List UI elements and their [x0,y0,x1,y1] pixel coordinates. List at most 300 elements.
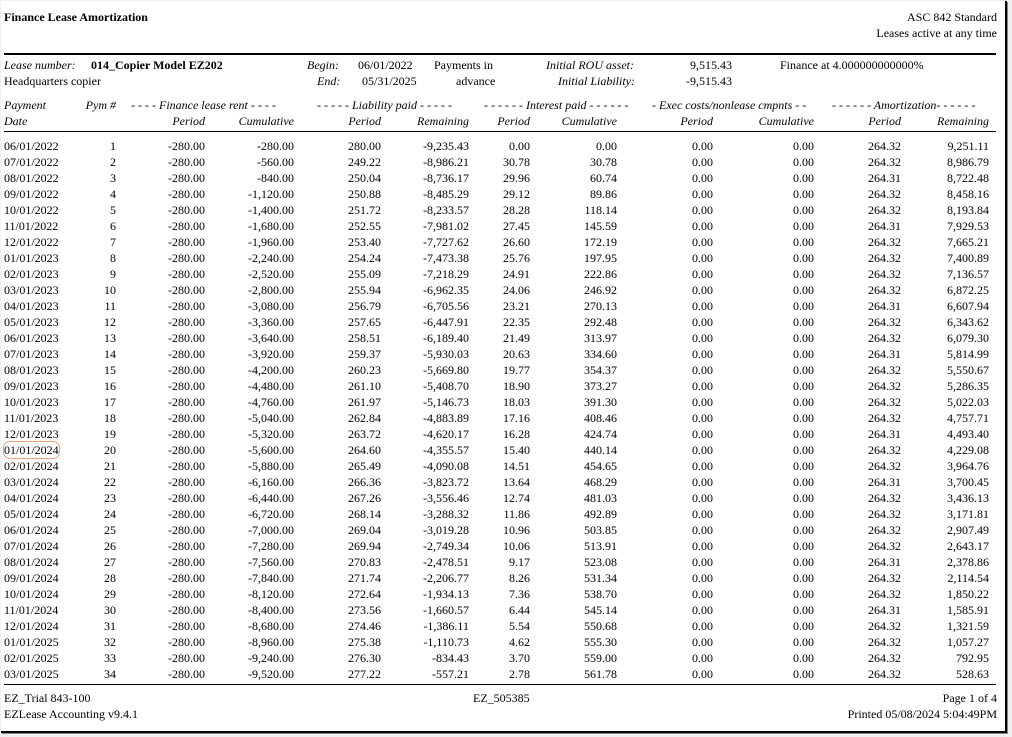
cell-exec-cumulative: 0.00 [793,523,814,537]
cell-rent-cumulative: -3,080.00 [248,299,294,313]
cell-pym-number: 12 [104,315,116,329]
cell-rent-cumulative: -8,960.00 [248,635,294,649]
cell-exec-period: 0.00 [692,667,713,681]
cell-liability-period: 269.04 [348,523,381,537]
cell-liability-period: 266.36 [348,475,381,489]
cell-liability-period: 253.40 [348,235,381,249]
cell-amort-remaining: 5,022.03 [947,395,989,409]
cell-exec-period: 0.00 [692,491,713,505]
cell-amort-period: 264.31 [868,427,901,441]
cell-pym-number: 7 [110,235,116,249]
cell-rent-period: -280.00 [168,651,205,665]
cell-liability-remaining: -6,962.35 [423,283,469,297]
cell-interest-period: 16.28 [503,427,530,441]
cell-amort-remaining: 2,643.17 [947,539,989,553]
cell-rent-period: -280.00 [168,347,205,361]
cell-liability-period: 275.38 [348,635,381,649]
cell-liability-remaining: -7,473.38 [423,251,469,265]
cell-amort-remaining: 5,814.99 [947,347,989,361]
cell-rent-cumulative: -5,040.00 [248,411,294,425]
cell-exec-period: 0.00 [692,443,713,457]
cell-liability-period: 276.30 [348,651,381,665]
cell-payment-date: 07/01/2023 [4,347,59,361]
cell-rent-cumulative: -1,120.00 [248,187,294,201]
cell-amort-remaining: 1,585.91 [947,603,989,617]
cell-exec-period: 0.00 [692,267,713,281]
cell-interest-period: 22.35 [503,315,530,329]
cell-amort-remaining: 2,907.49 [947,523,989,537]
cell-rent-period: -280.00 [168,667,205,681]
cell-rent-period: -280.00 [168,539,205,553]
cell-liability-period: 268.14 [348,507,381,521]
cell-amort-period: 264.32 [868,267,901,281]
table-row [1,650,1005,666]
report-standard: ASC 842 Standard [907,10,997,24]
cell-rent-period: -280.00 [168,635,205,649]
cell-interest-cumulative: 145.59 [584,219,617,233]
cell-rent-cumulative: -7,840.00 [248,571,294,585]
cell-interest-period: 18.03 [503,395,530,409]
cell-amort-period: 264.31 [868,299,901,313]
cell-rent-period: -280.00 [168,267,205,281]
cell-amort-remaining: 8,193.84 [947,203,989,217]
cell-interest-period: 20.63 [503,347,530,361]
cell-amort-remaining: 8,722.48 [947,171,989,185]
cell-liability-period: 257.65 [348,315,381,329]
cell-amort-remaining: 792.95 [956,651,989,665]
table-row [1,442,1005,458]
cell-payment-date: 03/01/2024 [4,475,59,489]
cell-rent-period: -280.00 [168,139,205,153]
table-row [1,506,1005,522]
cell-pym-number: 3 [110,171,116,185]
cell-pym-number: 6 [110,219,116,233]
cell-liability-period: 255.09 [348,267,381,281]
cell-liability-remaining: -8,233.57 [423,203,469,217]
cell-rent-period: -280.00 [168,283,205,297]
cell-liability-remaining: -1,386.11 [423,619,469,633]
cell-amort-period: 264.32 [868,395,901,409]
cell-interest-period: 23.21 [503,299,530,313]
cell-interest-period: 8.26 [509,571,530,585]
cell-amort-period: 264.32 [868,283,901,297]
cell-amort-period: 264.32 [868,619,901,633]
cell-interest-period: 26.60 [503,235,530,249]
col-exec-cumulative: Cumulative [758,114,814,128]
cell-interest-cumulative: 391.30 [584,395,617,409]
cell-interest-cumulative: 481.03 [584,491,617,505]
cell-rent-cumulative: -1,400.00 [248,203,294,217]
cell-rent-period: -280.00 [168,171,205,185]
cell-rent-period: -280.00 [168,155,205,169]
cell-amort-period: 264.32 [868,635,901,649]
cell-exec-cumulative: 0.00 [793,267,814,281]
table-row [1,170,1005,186]
cell-amort-remaining: 3,700.45 [947,475,989,489]
cell-pym-number: 16 [104,379,116,393]
cell-liability-period: 280.00 [348,139,381,153]
cell-liability-remaining: -1,660.57 [423,603,469,617]
cell-interest-period: 15.40 [503,443,530,457]
cell-rent-period: -280.00 [168,299,205,313]
col-group-exec: - Exec costs/nonlease cmpnts - - [652,98,807,112]
cell-interest-cumulative: 118.14 [584,203,617,217]
cell-interest-cumulative: 550.68 [584,619,617,633]
cell-exec-period: 0.00 [692,395,713,409]
cell-exec-cumulative: 0.00 [793,571,814,585]
cell-amort-remaining: 7,400.89 [947,251,989,265]
cell-interest-cumulative: 30.78 [590,155,617,169]
cell-exec-cumulative: 0.00 [793,619,814,633]
cell-interest-cumulative: 222.86 [584,267,617,281]
cell-liability-period: 277.22 [348,667,381,681]
col-amort-remaining: Remaining [937,114,989,128]
cell-interest-cumulative: 468.29 [584,475,617,489]
cell-amort-period: 264.32 [868,251,901,265]
cell-rent-cumulative: -1,960.00 [248,235,294,249]
cell-amort-remaining: 8,458.16 [947,187,989,201]
cell-rent-cumulative: -5,600.00 [248,443,294,457]
cell-exec-cumulative: 0.00 [793,459,814,473]
cell-pym-number: 25 [104,523,116,537]
cell-rent-cumulative: -8,120.00 [248,587,294,601]
cell-liability-period: 270.83 [348,555,381,569]
cell-interest-period: 10.96 [503,523,530,537]
cell-exec-period: 0.00 [692,283,713,297]
cell-liability-period: 250.88 [348,187,381,201]
cell-exec-period: 0.00 [692,571,713,585]
cell-amort-remaining: 7,136.57 [947,267,989,281]
table-row [1,346,1005,362]
cell-interest-cumulative: 89.86 [590,187,617,201]
cell-interest-cumulative: 492.89 [584,507,617,521]
cell-rent-period: -280.00 [168,203,205,217]
col-rent-period: Period [172,114,205,128]
cell-interest-period: 2.78 [509,667,530,681]
cell-liability-remaining: -7,981.02 [423,219,469,233]
end-label: End: [317,74,341,88]
cell-liability-period: 261.10 [348,379,381,393]
cell-exec-cumulative: 0.00 [793,603,814,617]
cell-amort-period: 264.32 [868,379,901,393]
cell-rent-cumulative: -9,240.00 [248,651,294,665]
cell-rent-period: -280.00 [168,315,205,329]
cell-pym-number: 13 [104,331,116,345]
table-row [1,538,1005,554]
cell-payment-date: 06/01/2022 [4,139,59,153]
cell-payment-date: 02/01/2023 [4,267,59,281]
cell-exec-period: 0.00 [692,347,713,361]
cell-amort-remaining: 4,493.40 [947,427,989,441]
cell-amort-remaining: 1,321.59 [947,619,989,633]
table-row [1,250,1005,266]
cell-interest-period: 3.70 [509,651,530,665]
cell-rent-cumulative: -3,360.00 [248,315,294,329]
cell-exec-cumulative: 0.00 [793,299,814,313]
begin-value: 06/01/2022 [358,58,413,72]
cell-amort-period: 264.32 [868,667,901,681]
cell-pym-number: 19 [104,427,116,441]
table-row [1,394,1005,410]
table-row [1,586,1005,602]
cell-payment-date: 11/01/2024 [4,603,59,617]
cell-interest-period: 29.96 [503,171,530,185]
cell-amort-remaining: 7,665.21 [947,235,989,249]
cell-liability-remaining: -3,556.46 [423,491,469,505]
cell-liability-remaining: -6,447.91 [423,315,469,329]
col-group-liability: - - - - - Liability paid - - - - - [317,98,452,112]
cell-amort-period: 264.32 [868,459,901,473]
table-row [1,490,1005,506]
cell-rent-period: -280.00 [168,427,205,441]
cell-payment-date: 07/01/2024 [4,539,59,553]
cell-amort-period: 264.32 [868,331,901,345]
cell-interest-period: 0.00 [509,139,530,153]
cell-interest-cumulative: 513.91 [584,539,617,553]
table-row [1,218,1005,234]
cell-rent-cumulative: -6,440.00 [248,491,294,505]
cell-liability-remaining: -4,090.08 [423,459,469,473]
cell-interest-cumulative: 292.48 [584,315,617,329]
cell-amort-period: 264.31 [868,219,901,233]
cell-liability-remaining: -1,934.13 [423,587,469,601]
cell-rent-cumulative: -5,880.00 [248,459,294,473]
cell-interest-period: 11.86 [503,507,530,521]
cell-liability-period: 252.55 [348,219,381,233]
cell-liability-remaining: -4,355.57 [423,443,469,457]
cell-interest-period: 9.17 [509,555,530,569]
cell-exec-period: 0.00 [692,379,713,393]
cell-exec-cumulative: 0.00 [793,491,814,505]
cell-payment-date: 05/01/2024 [4,507,59,521]
cell-liability-remaining: -8,485.29 [423,187,469,201]
cell-amort-period: 264.31 [868,475,901,489]
cell-rent-cumulative: -2,800.00 [248,283,294,297]
table-row [1,154,1005,170]
cell-liability-remaining: -3,823.72 [423,475,469,489]
cell-pym-number: 15 [104,363,116,377]
cell-interest-period: 24.91 [503,267,530,281]
cell-exec-period: 0.00 [692,299,713,313]
cell-amort-period: 264.32 [868,571,901,585]
cell-payment-date: 10/01/2022 [4,203,59,217]
cell-interest-period: 17.16 [503,411,530,425]
cell-liability-remaining: -4,883.89 [423,411,469,425]
cell-interest-period: 19.77 [503,363,530,377]
cell-amort-period: 264.31 [868,171,901,185]
cell-interest-period: 6.44 [509,603,530,617]
col-interest-cumulative: Cumulative [561,114,617,128]
cell-amort-period: 264.31 [868,555,901,569]
cell-interest-period: 25.76 [503,251,530,265]
table-row [1,282,1005,298]
table-row [1,570,1005,586]
payments-value: advance [456,74,496,88]
table-row [1,426,1005,442]
end-value: 05/31/2025 [362,74,417,88]
cell-exec-period: 0.00 [692,507,713,521]
cell-liability-period: 255.94 [348,283,381,297]
cell-payment-date: 11/01/2022 [4,219,59,233]
rou-label: Initial ROU asset: [546,58,634,72]
col-pym: Pym # [85,98,116,112]
cell-amort-remaining: 6,079.30 [947,331,989,345]
cell-amort-period: 264.32 [868,507,901,521]
cell-pym-number: 17 [104,395,116,409]
cell-interest-period: 10.06 [503,539,530,553]
cell-interest-cumulative: 555.30 [584,635,617,649]
col-interest-period: Period [497,114,530,128]
cell-payment-date: 04/01/2023 [4,299,59,313]
cell-pym-number: 20 [104,443,116,457]
begin-label: Begin: [307,58,339,72]
cell-exec-cumulative: 0.00 [793,651,814,665]
cell-rent-cumulative: -8,400.00 [248,603,294,617]
cell-rent-cumulative: -840.00 [257,171,294,185]
table-row [1,330,1005,346]
cell-liability-remaining: -2,478.51 [423,555,469,569]
cell-interest-period: 4.62 [509,635,530,649]
report-scope: Leases active at any time [876,26,997,40]
cell-interest-cumulative: 454.65 [584,459,617,473]
cell-liability-remaining: -5,930.03 [423,347,469,361]
cell-interest-period: 13.64 [503,475,530,489]
cell-pym-number: 14 [104,347,116,361]
cell-rent-period: -280.00 [168,571,205,585]
cell-payment-date: 08/01/2022 [4,171,59,185]
cell-payment-date: 01/01/2025 [4,635,59,649]
cell-liability-remaining: -5,669.80 [423,363,469,377]
col-group-rent: - - - - Finance lease rent - - - - [131,98,276,112]
cell-rent-period: -280.00 [168,587,205,601]
cell-amort-period: 264.32 [868,539,901,553]
cell-rent-period: -280.00 [168,475,205,489]
cell-amort-period: 264.32 [868,651,901,665]
table-row [1,186,1005,202]
cell-amort-remaining: 5,550.67 [947,363,989,377]
cell-exec-period: 0.00 [692,603,713,617]
cell-amort-remaining: 5,286.35 [947,379,989,393]
cell-payment-date: 12/01/2023 [4,427,59,441]
cell-amort-remaining: 9,251.11 [947,139,989,153]
cell-interest-cumulative: 538.70 [584,587,617,601]
report-page [1,1,1007,733]
col-date: Date [4,114,28,128]
cell-exec-period: 0.00 [692,155,713,169]
cell-liability-period: 262.84 [348,411,381,425]
cell-pym-number: 31 [104,619,116,633]
cell-exec-cumulative: 0.00 [793,379,814,393]
cell-exec-period: 0.00 [692,235,713,249]
cell-exec-period: 0.00 [692,251,713,265]
cell-payment-date: 06/01/2023 [4,331,59,345]
cell-rent-cumulative: -9,520.00 [248,667,294,681]
cell-pym-number: 18 [104,411,116,425]
cell-exec-period: 0.00 [692,427,713,441]
cell-exec-period: 0.00 [692,651,713,665]
cell-payment-date: 09/01/2023 [4,379,59,393]
cell-exec-period: 0.00 [692,539,713,553]
cell-exec-period: 0.00 [692,315,713,329]
cell-amort-remaining: 528.63 [956,667,989,681]
col-rent-cumulative: Cumulative [238,114,294,128]
cell-liability-remaining: -6,189.40 [423,331,469,345]
cell-exec-cumulative: 0.00 [793,555,814,569]
cell-interest-period: 28.28 [503,203,530,217]
cell-interest-cumulative: 60.74 [590,171,617,185]
cell-amort-remaining: 1,850.22 [947,587,989,601]
cell-liability-remaining: -7,218.29 [423,267,469,281]
liability-label: Initial Liability: [558,74,635,88]
cell-liability-period: 271.74 [348,571,381,585]
header-rule [4,53,996,55]
cell-interest-cumulative: 373.27 [584,379,617,393]
cell-liability-period: 273.56 [348,603,381,617]
cell-interest-cumulative: 408.46 [584,411,617,425]
cell-liability-period: 259.37 [348,347,381,361]
table-row [1,234,1005,250]
cell-rent-period: -280.00 [168,523,205,537]
cell-liability-period: 254.24 [348,251,381,265]
table-row [1,666,1005,682]
cell-interest-period: 7.36 [509,587,530,601]
cell-exec-cumulative: 0.00 [793,171,814,185]
cell-interest-period: 29.12 [503,187,530,201]
table-row [1,554,1005,570]
report-title: Finance Lease Amortization [4,10,148,24]
cell-amort-remaining: 4,229.08 [947,443,989,457]
cell-interest-cumulative: 531.34 [584,571,617,585]
cell-rent-cumulative: -280.00 [257,139,294,153]
cell-amort-remaining: 2,378.86 [947,555,989,569]
table-row [1,602,1005,618]
cell-rent-cumulative: -7,000.00 [248,523,294,537]
cell-pym-number: 2 [110,155,116,169]
cell-interest-cumulative: 523.08 [584,555,617,569]
cell-exec-period: 0.00 [692,219,713,233]
col-group-amortization: - - - - - - Amortization- - - - - - [832,98,976,112]
cell-pym-number: 9 [110,267,116,281]
cell-rent-period: -280.00 [168,459,205,473]
table-row [1,474,1005,490]
cell-rent-cumulative: -4,760.00 [248,395,294,409]
col-amort-period: Period [868,114,901,128]
cell-liability-period: 256.79 [348,299,381,313]
cell-exec-cumulative: 0.00 [793,395,814,409]
cell-rent-cumulative: -1,680.00 [248,219,294,233]
cell-amort-period: 264.32 [868,203,901,217]
footer-product: EZLease Accounting v9.4.1 [4,707,138,721]
cell-rent-cumulative: -560.00 [257,155,294,169]
table-row [1,522,1005,538]
cell-interest-cumulative: 424.74 [584,427,617,441]
cell-pym-number: 29 [104,587,116,601]
cell-amort-remaining: 6,872.25 [947,283,989,297]
cell-liability-period: 267.26 [348,491,381,505]
cell-exec-cumulative: 0.00 [793,363,814,377]
table-row [1,266,1005,282]
col-liability-period: Period [348,114,381,128]
cell-liability-remaining: -2,749.34 [423,539,469,553]
lease-number-value: 014_Copier Model EZ202 [91,58,223,72]
cell-exec-period: 0.00 [692,475,713,489]
cell-amort-period: 264.31 [868,603,901,617]
cell-rent-period: -280.00 [168,603,205,617]
cell-amort-remaining: 6,607.94 [947,299,989,313]
cell-interest-period: 14.51 [503,459,530,473]
finance-rate: Finance at 4.000000000000% [780,58,924,72]
col-exec-period: Period [680,114,713,128]
